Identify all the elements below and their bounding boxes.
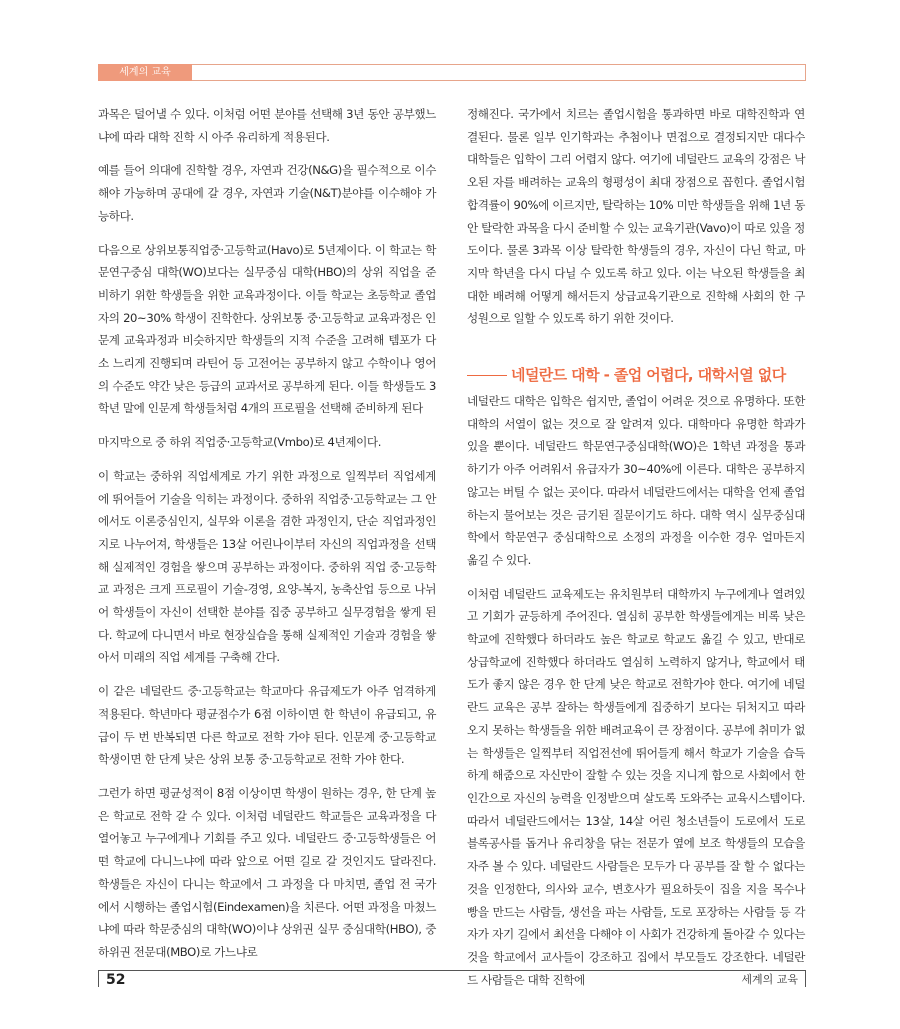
paragraph: 예를 들어 의대에 진학할 경우, 자연과 건강(N&G)을 필수적으로 이수해야 가능하며 공대에 갈 경우, 자연과 기술(N&T)분야를 이수해야 가능하다.: [98, 163, 436, 223]
paragraph: 네덜란드 대학은 입학은 쉽지만, 졸업이 어려운 것으로 유명하다. 또한 대학의 서열이 없는 것으로 잘 알려져 있다. 대학마다 유명한 학과가 있을 뿐이다. 네덜란드 학문연구중심대학(WO)은 1학년 과정을 통과하기가 아주 어려워서 유급자가 30~40%에 이른다. 대학은 공부하지 않고는 버틸 수 없는 곳이다. 따라서 네덜란드에서는 대학을 언제 졸업하는지 물어보는 것은 금기된 질문이기도 하다. 대학 역시 실무중심대학에서 학문연구 중심대학으로 소정의 과정을 이수한 경우 얼마든지 옮길 수 있다.: [467, 394, 805, 567]
section-heading-text: 네덜란드 대학 - 졸업 어렵다, 대학서열 없다: [511, 366, 786, 385]
paragraph: 다음으로 상위보통직업중·고등학교(Havo)로 5년제이다. 이 학교는 학문연구중심 대학(WO)보다는 실무중심 대학(HBO)의 상위 직업을 준비하기 위한 학생들을 위한 교육과정이다. 이들 학교는 초등학교 졸업자의 20~30% 학생이 진학한다. 상위보통 중·고등학교 교육과정은 인문계 교육과정과 비슷하지만 학생들의 지적 수준을 고려해 템포가 다소 느리게 진행되며 라틴어 등 고전어는 공부하지 않고 수학이나 영어의 수준도 약간 낮은 등급의 교과서로 공부하게 된다. 이들 학생들도 3학년 말에 인문계 학생들처럼 4개의 프로필을 선택해 준비하게 된다: [98, 242, 436, 416]
left-column: [98, 103, 436, 975]
header-rule: [98, 64, 806, 81]
footer-right-bar: [805, 970, 806, 987]
footer-rule: [98, 970, 806, 971]
paragraph: 과목은 덜어낼 수 있다. 이처럼 어떤 분야를 선택해 3년 동안 공부했느냐에 따라 대학 진학 시 아주 유리하게 적용된다.: [98, 107, 436, 144]
page-number: 52: [106, 972, 126, 988]
right-column: [467, 103, 805, 1002]
section-heading: [467, 364, 805, 386]
paragraph: 이처럼 네덜란드 교육제도는 유치원부터 대학까지 누구에게나 열려있고 기회가 균등하게 주어진다. 열심히 공부한 학생들에게는 비록 낮은 학교에 진학했다 하더라도 높은 학교로 학교도 옮길 수 있고, 반대로 상급학교에 진학했다 하더라도 열심히 노력하지 않거나, 학교에서 태도가 좋지 않은 경우 한 단계 낮은 학교로 전학가야 한다. 여기에 네덜란드 교육은 공부 잘하는 학생들에게 집중하기 보다는 뒤처지고 따라오지 못하는 학생들을 위한 배려교육이 큰 장점이다. 공부에 취미가 없는 학생들은 일찍부터 직업전선에 뛰어들게 해서 학교가 기술을 습득하게 해줌으로 자신만이 잘할 수 있는 것을 지니게 함으로 사회에서 한 인간으로 자신의 능력을 인정받으며 살도록 도와주는 교육시스템이다. 따라서 네덜란드에서는 13살, 14살 어린 청소년들이 도로에서 도로 블록공사를 돕거나 유리창을 닦는 전문가 옆에 보조 학생들의 모습을 자주 볼 수 있다. 네덜란드 사람들은 모두가 다 공부를 잘 할 수 없다는 것을 인정한다, 의사와 교수, 변호사가 필요하듯이 집을 지을 목수나 빵을 만드는 사람들, 생선을 파는 사람들, 도로 포장하는 사람들 등 각 자가 자기 길에서 최선을 다해야 이 사회가 건강하게 돌아갈 수 있다는 것을 학교에서 교사들이 강조하고 집에서 부모들도 강조한다. 네덜란드 사람들은 대학 진학에: [467, 586, 805, 987]
section-tab: 세계의 교육: [98, 64, 192, 81]
heading-rule: [467, 375, 507, 376]
paragraph: 정해진다. 국가에서 치르는 졸업시험을 통과하면 바로 대학진학과 연결된다. 물론 일부 인기학과는 추첨이나 면접으로 결정되지만 대다수 대학들은 입학이 그리 어렵지 않다. 여기에 네덜란드 교육의 강점은 낙오된 자를 배려하는 교육의 형평성이 최대 장점으로 꼽힌다. 졸업시험 합격률이 90%에 이르지만, 탈락하는 10% 미만 학생들을 위해 1년 동안 탈락한 과목을 다시 준비할 수 있는 교육기관(Vavo)이 따로 있을 정도이다. 물론 3과목 이상 탈락한 학생들의 경우, 자신이 다닌 학교, 마지막 학년을 다시 다닐 수 있도록 하고 있다. 이는 낙오된 학생들을 최대한 배려해 어떻게 해서든지 상급교육기관으로 진학해 사회의 한 구성원으로 일할 수 있도록 하기 위한 것이다.: [467, 107, 805, 326]
footer-label: 세계의 교육: [741, 973, 798, 986]
paragraph: 그런가 하면 평균성적이 8점 이상이면 학생이 원하는 경우, 한 단계 높은 학교로 전학 갈 수 있다. 이처럼 네덜란드 학교들은 교육과정을 다 열어놓고 누구에게나 기회를 주고 있다. 네덜란드 중·고등학생들은 어떤 학교에 다니느냐에 따라 앞으로 어떤 길로 갈 것인지도 달라진다. 학생들은 자신이 다니는 학교에서 그 과정을 다 마치면, 졸업 전 국가에서 시행하는 졸업시험(Eindexamen)을 치른다. 어떤 과정을 마쳤느냐에 따라 학문중심의 대학(WO)이냐 상위권 실무 중심대학(HBO), 중하위권 전문대(MBO)로 가느냐로: [98, 785, 436, 959]
paragraph: 마지막으로 중 하위 직업중·고등학교(Vmbo)로 4년제이다.: [98, 435, 382, 450]
paragraph: 이 학교는 중하위 직업세계로 가기 위한 과정으로 일찍부터 직업세계에 뛰어들어 기술을 익히는 과정이다. 중하위 직업중·고등학교는 그 안에서도 이론중심인지, 실무와 이론을 겸한 과정인지, 단순 직업과정인지로 나누어져, 학생들은 13살 어린나이부터 자신의 직업과정을 선택해 실제적인 경험을 쌓으며 공부하는 과정이다. 중하위 직업 중·고등학교 과정은 크게 프로필이 기술-경영, 요양-복지, 농축산업 등으로 나뉘어 학생들이 자신이 선택한 분야를 집중 공부하고 실무경험을 쌓게 된다. 학교에 다니면서 바로 현장실습을 통해 실제적인 기술과 경험을 쌓아서 미래의 직업 세계를 구축해 간다.: [98, 468, 436, 665]
paragraph: 이 같은 네덜란드 중·고등학교는 학교마다 유급제도가 아주 엄격하게 적용된다. 학년마다 평균점수가 6점 이하이면 한 학년이 유급되고, 유급이 두 번 반복되면 다른 학교로 전학 가야 된다. 인문계 중·고등학교 학생이면 한 단계 낮은 상위 보통 중·고등학교로 전학 가야 한다.: [98, 684, 436, 767]
footer-left-bar: [98, 970, 99, 987]
